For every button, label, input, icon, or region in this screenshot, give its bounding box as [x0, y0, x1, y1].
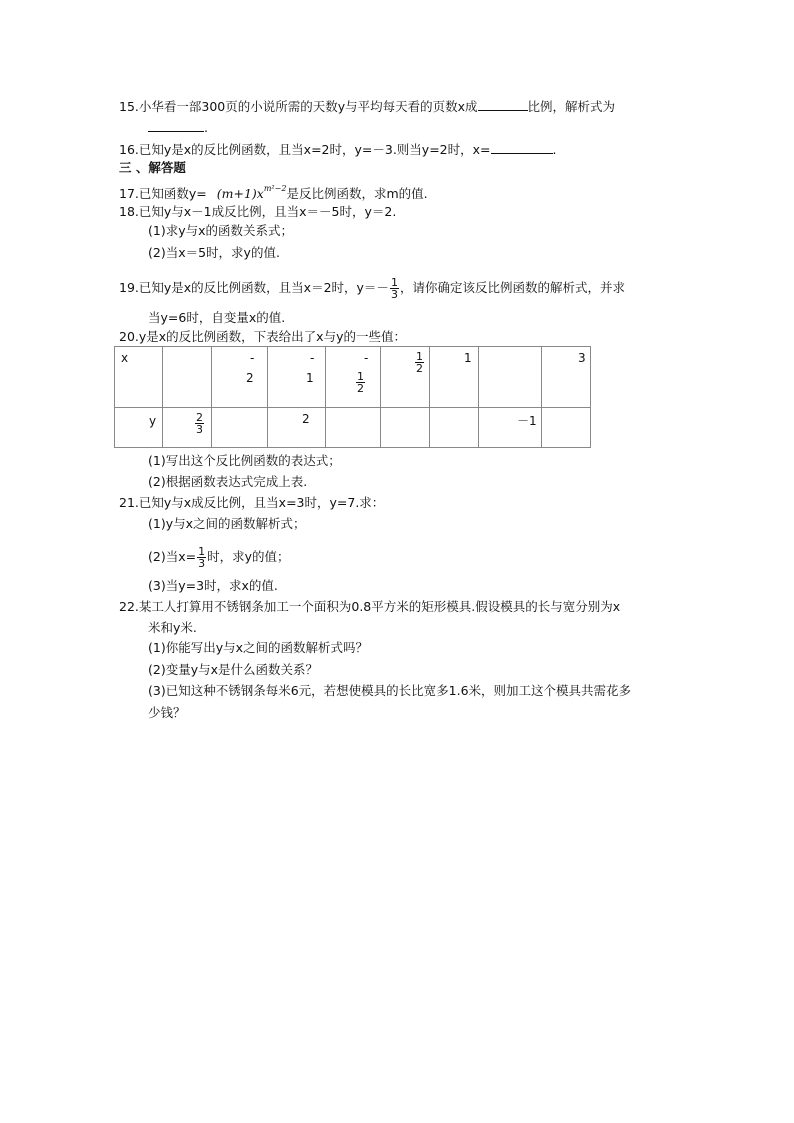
question-20-part-1: (1)写出这个反比例函数的表达式；: [148, 453, 341, 468]
question-22-part-3-line-1: (3)已知这种不锈钢条每米6元，若想使模具的长比宽多1.6米，则加工这个模具共需花多: [148, 683, 632, 698]
q16-text-a: 16.已知y是x的反比例函数，且当x=2时，y=－3.则当y=2时，x=: [119, 142, 491, 157]
question-21-stem: 21.已知y与x成反比例，且当x=3时，y=7.求：: [119, 495, 385, 510]
q15-blank-2[interactable]: [148, 119, 204, 132]
table-cell-y-7[interactable]: [479, 408, 542, 448]
question-21-part-2: [148, 546, 289, 569]
table-cell-x-5[interactable]: [381, 347, 430, 408]
q17-text-a: 17.已知函数y=: [119, 186, 207, 201]
question-21-part-1: (1)y与x之间的函数解析式；: [148, 516, 306, 531]
table-cell-y-2[interactable]: [212, 408, 268, 448]
table-row-y: [115, 408, 591, 448]
question-18-part-1: (1)求y与x的函数关系式；: [148, 223, 294, 238]
xy-value-table: [114, 346, 591, 448]
x5-fraction: [415, 351, 424, 374]
question-22-part-1: (1)你能写出y与x之间的函数解析式吗？: [148, 640, 369, 655]
q21-frac-num: 1: [198, 545, 206, 558]
y1-num: 2: [196, 411, 203, 424]
x4-num: 1: [357, 370, 364, 383]
question-19-line-1: [119, 277, 625, 300]
question-20-stem: 20.y是x的反比例函数，下表给出了x与y的一些值：: [119, 329, 406, 344]
x6-value: 1: [464, 351, 472, 365]
y3-value: 2: [302, 412, 310, 426]
q15-blank-1[interactable]: [478, 98, 528, 111]
q16-text-b: .: [552, 142, 557, 157]
x2-value: 2: [246, 371, 254, 385]
table-cell-y-3[interactable]: [268, 408, 326, 448]
question-16: [119, 141, 556, 158]
table-cell-x-8[interactable]: [542, 347, 591, 408]
question-22-stem-1: 22.某工人打算用不锈钢条加工一个面积为0.8平方米的矩形模具.假设模具的长与宽分别为x: [119, 599, 621, 614]
question-18-part-2: (2)当x＝5时，求y的值.: [148, 245, 280, 260]
q17-expression: [217, 186, 287, 201]
table-cell-y-label: [115, 408, 163, 448]
question-22-stem-2: 米和y米.: [148, 620, 197, 635]
question-15-line-1: [119, 98, 615, 115]
q16-blank[interactable]: [491, 141, 553, 154]
question-22-part-2: (2)变量y与x是什么函数关系？: [148, 662, 319, 677]
x2-sign: -: [250, 351, 255, 365]
question-20-part-2: (2)根据函数表达式完成上表.: [148, 474, 308, 489]
x4-sign: -: [364, 351, 369, 365]
table-cell-y-6[interactable]: [430, 408, 479, 448]
table-cell-y-5[interactable]: [381, 408, 430, 448]
x3-sign: -: [310, 351, 315, 365]
q17-expr-exponent: m²−2: [263, 184, 287, 193]
x3-value: 1: [306, 371, 314, 385]
question-17: [119, 181, 428, 202]
q17-expr-base: (m+1)x: [216, 186, 264, 201]
q21-p2-text-b: 时，求y的值；: [207, 549, 290, 564]
q21-p2-text-a: (2)当x=: [148, 549, 197, 564]
x4-fraction: [356, 371, 365, 394]
q21-frac-den: 3: [198, 557, 206, 570]
table-cell-y-8[interactable]: [542, 408, 591, 448]
table-cell-x-label: [115, 347, 163, 408]
question-18-stem: 18.已知y与x－1成反比例，且当x＝－5时，y＝2.: [119, 204, 397, 219]
x5-den: 2: [416, 362, 423, 375]
table-cell-y-1[interactable]: [163, 408, 212, 448]
q19-frac-num: 1: [390, 276, 398, 289]
y7-value: －1: [517, 414, 537, 428]
table-cell-x-3[interactable]: [268, 347, 326, 408]
table-cell-x-2[interactable]: [212, 347, 268, 408]
q19-frac-den: 3: [390, 288, 398, 301]
table-cell-x-6[interactable]: [430, 347, 479, 408]
x8-value: 3: [578, 351, 586, 365]
y-label: y: [149, 414, 157, 428]
table-row-x: [115, 347, 591, 408]
table-cell-x-4[interactable]: [326, 347, 381, 408]
table-cell-x-1[interactable]: [163, 347, 212, 408]
question-15-line-2: [148, 119, 208, 136]
question-21-part-3: (3)当y=3时，求x的值.: [148, 578, 278, 593]
q19-text-b: ，请你确定该反比例函数的解析式，并求: [399, 280, 625, 295]
x4-den: 2: [357, 382, 364, 395]
table-cell-y-4[interactable]: [326, 408, 381, 448]
q19-text-a: 19.已知y是x的反比例函数，且当x＝2时，y＝－: [119, 280, 389, 295]
x-label: x: [121, 351, 129, 365]
q15-text-a: 15.小华看一部300页的小说所需的天数y与平均每天看的页数x成: [119, 99, 478, 114]
q19-fraction: [390, 277, 399, 300]
q17-text-b: 是反比例函数，求m的值.: [286, 186, 428, 201]
q15-text-b: 比例，解析式为: [527, 99, 616, 114]
q21-fraction: [197, 546, 206, 569]
question-22-part-3-line-2: 少钱？: [148, 705, 186, 720]
q15-text-c: .: [204, 120, 208, 135]
question-19-line-2: 当y=6时，自变量x的值.: [148, 310, 286, 325]
y1-den: 3: [196, 423, 203, 436]
x5-num: 1: [416, 350, 423, 363]
table-cell-x-7[interactable]: [479, 347, 542, 408]
section-heading: 三 、解答题: [119, 160, 186, 175]
y1-fraction: [195, 412, 204, 435]
